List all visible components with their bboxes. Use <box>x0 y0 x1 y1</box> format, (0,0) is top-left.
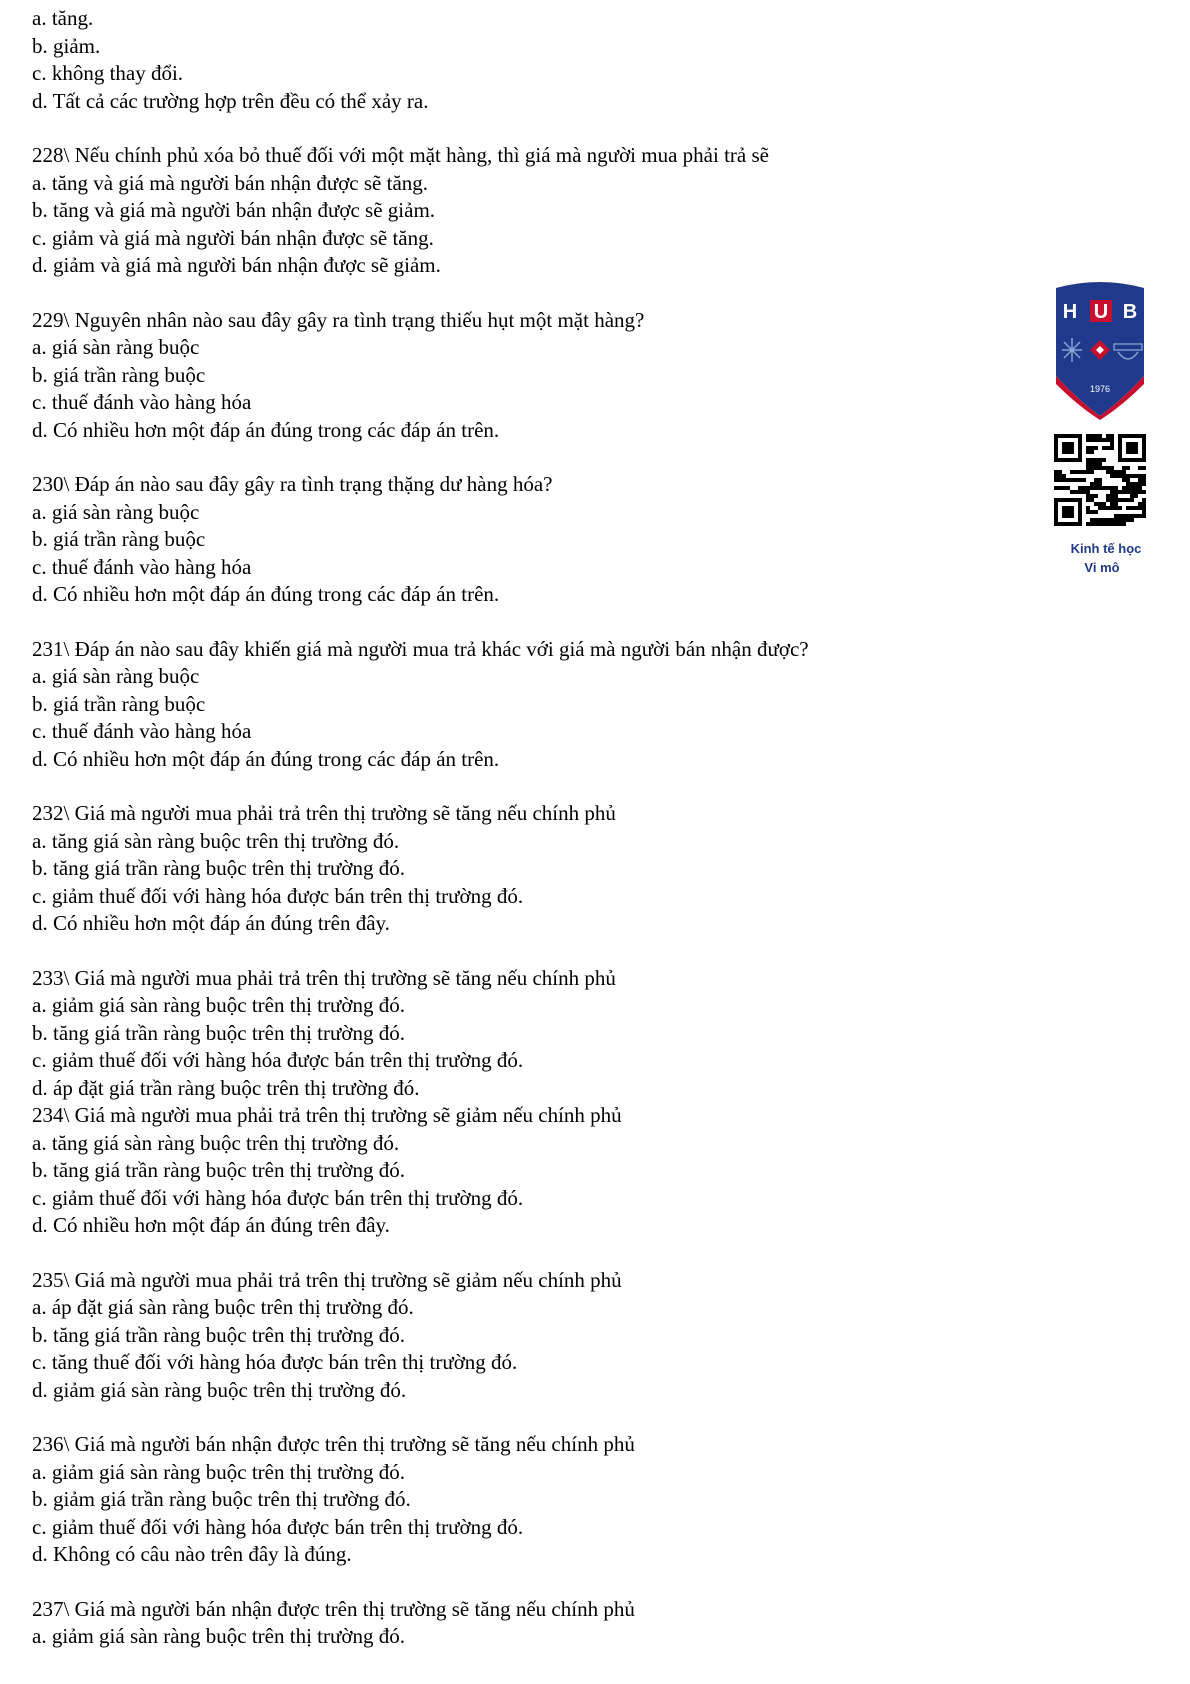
answer-option: b. tăng giá trần ràng buộc trên thị trường đó. <box>32 856 405 880</box>
question-title: 229\ Nguyên nhân nào sau đây gây ra tình trạng thiếu hụt một mặt hàng? <box>32 307 645 332</box>
question-q231 <box>32 636 1052 774</box>
answer-option: d. Có nhiều hơn một đáp án đúng trên đây. <box>32 1213 390 1237</box>
answer-option: b. giảm giá trần ràng buộc trên thị trường đó. <box>32 1487 411 1511</box>
answer-option: c. không thay đổi. <box>32 61 184 85</box>
answer-option: b. giá trần ràng buộc <box>32 362 206 387</box>
answer-option: a. giá sàn ràng buộc <box>32 664 200 688</box>
question-title: 230\ Đáp án nào sau đây gây ra tình trạng thặng dư hàng hóa? <box>32 472 553 496</box>
brand-line-2: Vi mô <box>1084 560 1120 575</box>
answer-option: d. Có nhiều hơn một đáp án đúng trên đây. <box>32 911 390 935</box>
brand-line-1: Kinh tế học <box>1070 541 1142 556</box>
question-document <box>32 5 1052 1651</box>
answer-option: b. tăng giá trần ràng buộc trên thị trường đó. <box>32 1322 405 1347</box>
logo-letter-h: H <box>1062 301 1078 323</box>
question-q232 <box>32 800 1052 938</box>
question-q237 <box>32 1596 1052 1651</box>
question-title: 237\ Giá mà người bán nhận được trên thị trường sẽ tăng nếu chính phủ <box>32 1596 635 1621</box>
answer-option: b. tăng và giá mà người bán nhận được sẽ giảm. <box>32 198 436 222</box>
question-q227-tail <box>32 5 1052 115</box>
question-title: 233\ Giá mà người mua phải trả trên thị trường sẽ tăng nếu chính phủ <box>32 965 616 990</box>
question-title: 235\ Giá mà người mua phải trả trên thị trường sẽ giảm nếu chính phủ <box>32 1267 622 1292</box>
question-title: 231\ Đáp án nào sau đây khiến giá mà người mua trả khác với giá mà người bán nhận được? <box>32 636 809 661</box>
question-title: 236\ Giá mà người bán nhận được trên thị trường sẽ tăng nếu chính phủ <box>32 1432 635 1456</box>
question-q228 <box>32 142 1052 280</box>
answer-option: c. thuế đánh vào hàng hóa <box>32 554 252 579</box>
question-q233 <box>32 965 1052 1103</box>
answer-option: a. áp đặt giá sàn ràng buộc trên thị trường đó. <box>32 1295 414 1319</box>
answer-option: d. Có nhiều hơn một đáp án đúng trong các đáp án trên. <box>32 582 500 606</box>
answer-option: b. giá trần ràng buộc <box>32 527 206 551</box>
answer-option: c. giảm và giá mà người bán nhận được sẽ tăng. <box>32 225 434 250</box>
answer-option: d. áp đặt giá trần ràng buộc trên thị trường đó. <box>32 1075 420 1100</box>
logo-letter-u: U <box>1093 301 1109 323</box>
hub-logo-icon <box>1052 280 1148 420</box>
question-q230 <box>32 471 1052 609</box>
answer-option: b. giảm. <box>32 33 101 58</box>
answer-option: a. giá sàn ràng buộc <box>32 499 200 524</box>
answer-option: a. giảm giá sàn ràng buộc trên thị trường đó. <box>32 1624 405 1648</box>
answer-option: a. tăng giá sàn ràng buộc trên thị trường đó. <box>32 828 400 853</box>
answer-option: b. giá trần ràng buộc <box>32 691 206 716</box>
answer-option: d. Không có câu nào trên đây là đúng. <box>32 1542 352 1566</box>
question-q234 <box>32 1102 1052 1240</box>
answer-option: a. giảm giá sàn ràng buộc trên thị trường đó. <box>32 993 405 1017</box>
question-title: 232\ Giá mà người mua phải trả trên thị trường sẽ tăng nếu chính phủ <box>32 801 616 825</box>
question-q235 <box>32 1267 1052 1405</box>
answer-option: d. Tất cả các trường hợp trên đều có thể xảy ra. <box>32 88 429 113</box>
answer-option: a. giảm giá sàn ràng buộc trên thị trường đó. <box>32 1459 405 1484</box>
answer-option: d. giảm giá sàn ràng buộc trên thị trường đó. <box>32 1377 407 1402</box>
logo-letter-b: B <box>1122 301 1138 323</box>
answer-option: c. tăng thuế đối với hàng hóa được bán trên thị trường đó. <box>32 1350 518 1374</box>
answer-option: a. tăng giá sàn ràng buộc trên thị trường đó. <box>32 1130 400 1155</box>
question-q236 <box>32 1431 1052 1569</box>
logo-year: 1976 <box>1089 384 1111 394</box>
answer-option: c. giảm thuế đối với hàng hóa được bán trên thị trường đó. <box>32 883 524 908</box>
answer-option: d. Có nhiều hơn một đáp án đúng trong các đáp án trên. <box>32 417 500 442</box>
answer-option: c. giảm thuế đối với hàng hóa được bán trên thị trường đó. <box>32 1048 524 1072</box>
answer-option: a. tăng và giá mà người bán nhận được sẽ tăng. <box>32 170 429 195</box>
answer-option: c. thuế đánh vào hàng hóa <box>32 390 252 414</box>
question-q229 <box>32 307 1052 445</box>
answer-option: c. giảm thuế đối với hàng hóa được bán trên thị trường đó. <box>32 1185 524 1210</box>
answer-option: c. thuế đánh vào hàng hóa <box>32 719 252 743</box>
answer-option: c. giảm thuế đối với hàng hóa được bán trên thị trường đó. <box>32 1514 524 1539</box>
question-title: 228\ Nếu chính phủ xóa bỏ thuế đối với một mặt hàng, thì giá mà người mua phải trả sẽ <box>32 143 769 167</box>
answer-option: d. giảm và giá mà người bán nhận được sẽ giảm. <box>32 253 441 277</box>
qr-code-icon <box>1054 434 1146 526</box>
answer-option: a. giá sàn ràng buộc <box>32 335 200 359</box>
answer-option: b. tăng giá trần ràng buộc trên thị trường đó. <box>32 1020 405 1045</box>
question-title: 234\ Giá mà người mua phải trả trên thị trường sẽ giảm nếu chính phủ <box>32 1103 622 1127</box>
answer-option: d. Có nhiều hơn một đáp án đúng trong các đáp án trên. <box>32 746 500 771</box>
answer-option: a. tăng. <box>32 6 94 30</box>
answer-option: b. tăng giá trần ràng buộc trên thị trường đó. <box>32 1158 405 1182</box>
